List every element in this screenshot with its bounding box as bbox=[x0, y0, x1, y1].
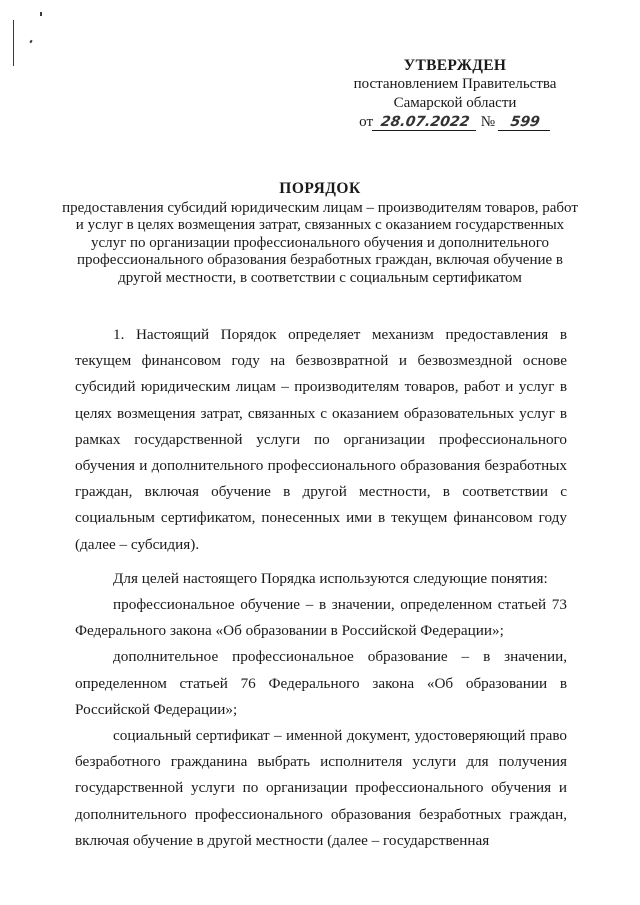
paragraph-4: дополнительное профессиональное образование – в значении, определенном статьей 76 Федерального закона «Об образовании в Российской Федерации»; bbox=[75, 648, 567, 718]
paragraph-5: социальный сертификат – именной документ, удостоверяющий право безработного гражданина выбрать исполнителя услуги для получения государственной услуги по организации профессионального обучения и дополнительного профессионального образования безработных граждан, включая обучение в другой местности (далее – государственная bbox=[75, 727, 567, 849]
approval-date-line bbox=[330, 113, 580, 132]
date-prefix: от bbox=[359, 114, 374, 130]
handwritten-date: 28.07.2022 bbox=[372, 115, 478, 131]
document-subtitle: предоставления субсидий юридическим лицам – производителям товаров, работ и услуг в целях возмещения затрат, связанных с оказанием государственных услуг по организации профессионального обучения и дополнительного профессионального образования безработных граждан, включая обучение в другой местности, в соответствии с социальным сертификатом bbox=[62, 200, 578, 286]
paragraph-3: профессиональное обучение – в значении, определенном статьей 73 Федерального закона «Об образовании в Российской Федерации»; bbox=[75, 596, 567, 640]
paragraph-1: 1. Настоящий Порядок определяет механизм предоставления в текущем финансовом году на безвозвратной и безвозмездной основе субсидий юридическим лицам – производителям товаров, работ и услуг в целях возмещения затрат, связанных с оказанием образовательных услуг в рамках государственной услуги по организации профессионального обучения и дополнительного профессионального образования безработных граждан, включая обучение в другой местности, в соответствии с социальным сертификатом, понесенных ими в текущем финансовом году (далее – субсидия). bbox=[75, 326, 567, 553]
scan-artifact bbox=[13, 20, 14, 66]
scan-artifact bbox=[29, 40, 32, 44]
number-prefix: № bbox=[480, 114, 496, 130]
scan-artifact bbox=[40, 12, 42, 16]
approval-line-government: постановлением Правительства bbox=[353, 76, 557, 92]
handwritten-number: 599 bbox=[498, 115, 552, 131]
paragraph-2: Для целей настоящего Порядка используются следующие понятия: bbox=[113, 569, 548, 587]
document-body bbox=[75, 322, 567, 854]
approval-title: УТВЕРЖДЕН bbox=[403, 57, 507, 74]
approval-line-region: Самарской области bbox=[393, 95, 517, 111]
document-title: ПОРЯДОК bbox=[279, 180, 361, 197]
approval-stamp bbox=[330, 56, 580, 132]
